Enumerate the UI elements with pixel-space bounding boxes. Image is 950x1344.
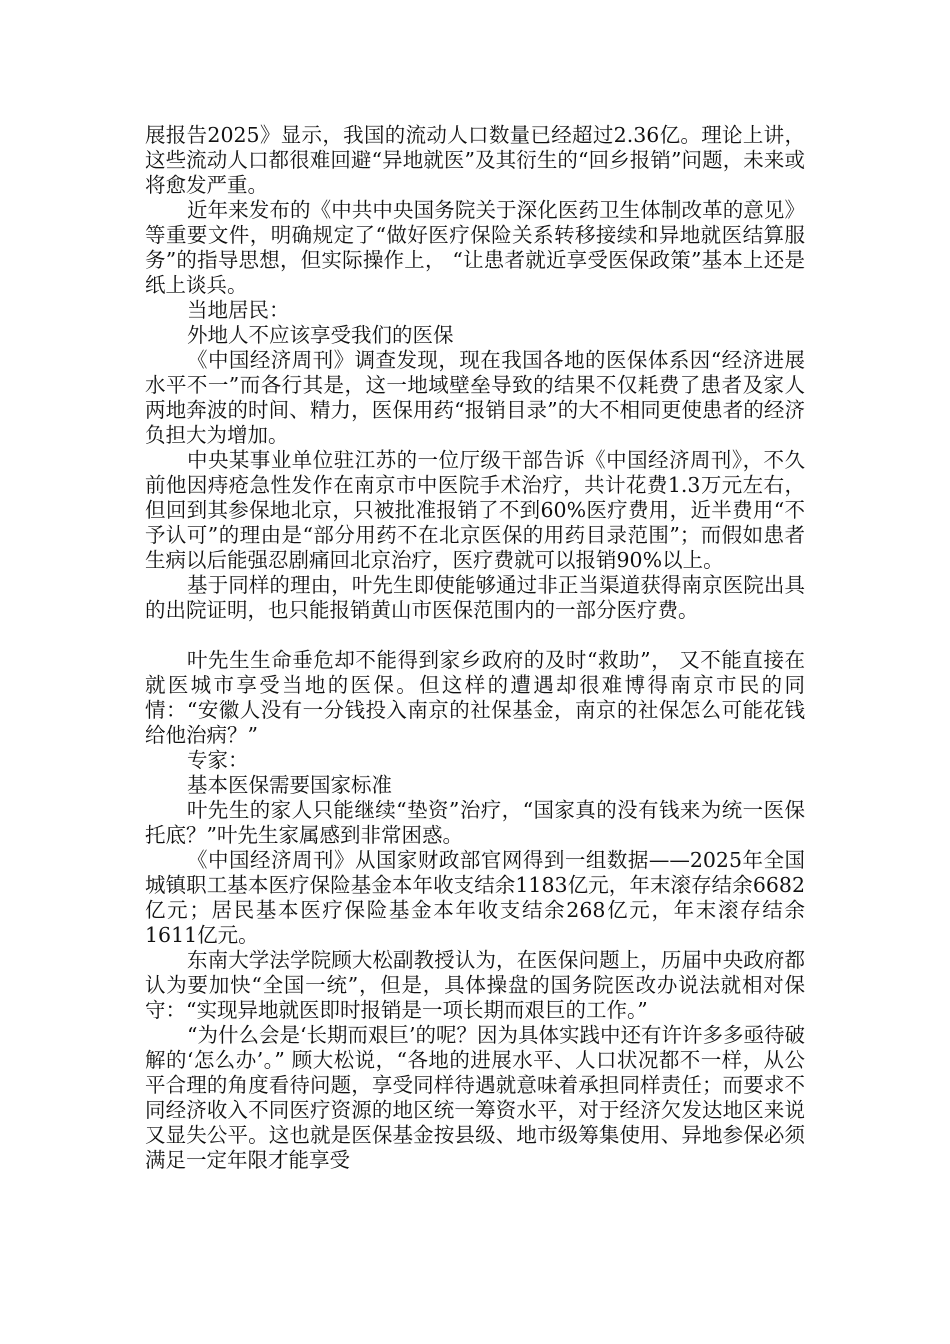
paragraph-professor-quote: “为什么会是‘长期而艰巨’的呢？因为具体实践中还有许许多多亟待破解的‘怎么办’。” 顾大松说，“各地的进展水平、人口状况都不一样，从公平合理的角度看待问题，享受同样待遇就意味着承担同样责任；而要求不同经济收入不同医疗资源的地区统一筹资水平，对于经济欠发达地区来说又显失公平。这也就是医保基金按县级、地市级筹集使用、异地参保必须满足一定年限才能享受 [145, 1023, 806, 1172]
paragraph-professor-view: 东南大学法学院顾大松副教授认为，在医保问题上，历届中央政府都认为要加快“全国一统”，但是，具体操盘的国务院医改办说法就相对保守：“实现异地就医即时报销是一项长期而艰巨的工作。” [145, 948, 805, 1022]
paragraph-family: 叶先生的家人只能继续“垫资”治疗，“国家真的没有钱来为统一医保托底？”叶先生家属感到非常困惑。 [145, 798, 805, 847]
paragraph-survey: 《中国经济周刊》调查发现，现在我国各地的医保体系因“经济进展水平不一”而各行其是，这一地域壁垒导致的结果不仅耗费了患者及家人两地奔波的时间、精力，医保用药“报销目录”的大不相同更使患者的经济负担大为增加。 [145, 348, 805, 447]
document-body [145, 123, 805, 1173]
paragraph-fund-data: 《中国经济周刊》从国家财政部官网得到一组数据——2025年全国城镇职工基本医疗保险基金本年收支结余1183亿元，年末滚存结余6682亿元；居民基本医疗保险基金本年收支结余268亿元，年末滚存结余1611亿元。 [145, 848, 805, 947]
section-label-residents: 当地居民： [187, 298, 290, 322]
paragraph-official-case: 中央某事业单位驻江苏的一位厅级干部告诉《中国经济周刊》，不久前他因痔疮急性发作在南京市中医院手术治疗，共计花费1.3万元左右，但回到其参保地北京，只被批准报销了不到60%医疗费用，近半费用“不予认可”的理由是“部分用药不在北京医保的用药目录范围”；而假如患者生病以后能强忍剧痛回北京治疗，医疗费就可以报销90%以上。 [145, 448, 805, 572]
paragraph-intro: 展报告2025》显示，我国的流动人口数量已经超过2.36亿。理论上讲，这些流动人口都很难回避“异地就医”及其衍生的“回乡报销”问题，未来或将愈发严重。 [145, 123, 805, 197]
section-heading-residents: 外地人不应该享受我们的医保 [187, 323, 454, 347]
section-label-experts: 专家： [187, 748, 249, 772]
paragraph-ye-situation: 叶先生生命垂危却不能得到家乡政府的及时“救助”， 又不能直接在就医城市享受当地的医保。但这样的遭遇却很难博得南京市民的同情：“安徽人没有一分钱投入南京的社保基金，南京的社保怎么可能花钱给他治病？” [145, 648, 805, 747]
paragraph-gap [145, 623, 805, 648]
paragraph-same-reason: 基于同样的理由，叶先生即使能够通过非正当渠道获得南京医院出具的出院证明，也只能报销黄山市医保范围内的一部分医疗费。 [145, 573, 805, 622]
paragraph-policy: 近年来发布的《中共中央国务院关于深化医药卫生体制改革的意见》等重要文件，明确规定了“做好医疗保险关系转移接续和异地就医结算服务”的指导思想，但实际操作上， “让患者就近享受医保政策”基本上还是纸上谈兵。 [145, 198, 805, 297]
section-heading-experts: 基本医保需要国家标准 [187, 773, 392, 797]
